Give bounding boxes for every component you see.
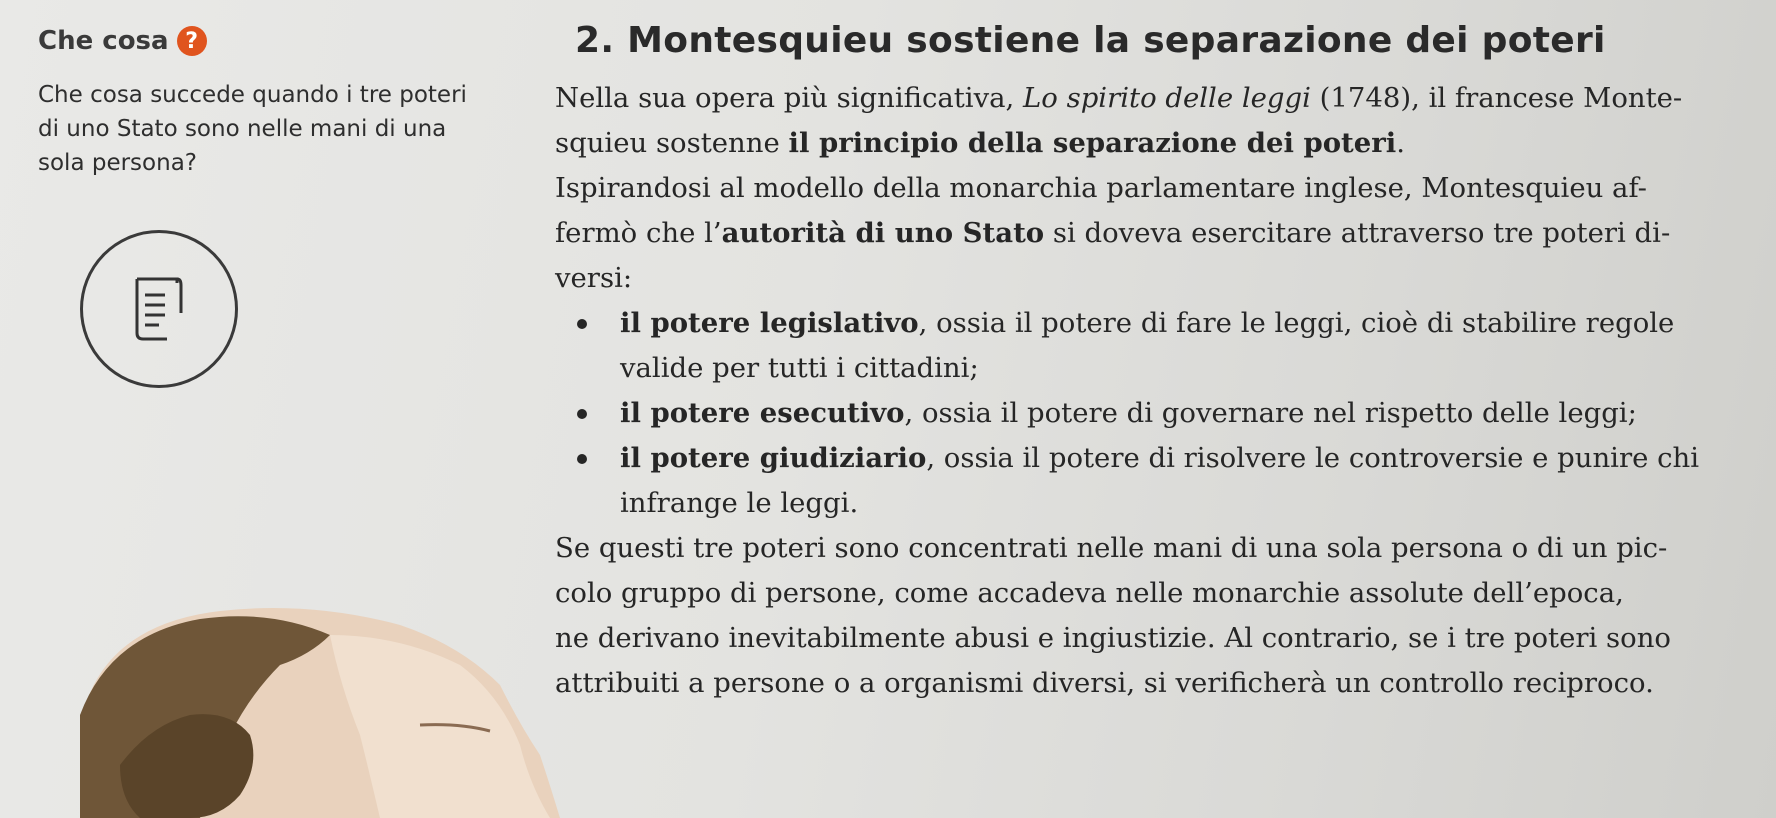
text-line: ne derivano inevitabilmente abusi e ingiustizie. Al contrario, se i tre poteri sono bbox=[555, 622, 1671, 654]
section-heading: 2. Montesquieu sostiene la separazione dei poteri bbox=[575, 20, 1606, 61]
text-run: (1748), il francese Monte- bbox=[1310, 82, 1683, 114]
sidebar bbox=[38, 18, 498, 180]
text-run: squieu sostenne bbox=[555, 127, 789, 159]
key-term: autorità di uno Stato bbox=[721, 217, 1045, 249]
text-run: , ossia il potere di fare le leggi, cioè di stabilire regole bbox=[918, 307, 1675, 339]
bullet-item-legislative bbox=[555, 301, 1760, 346]
bullet-icon bbox=[577, 454, 587, 464]
text-line: attribuiti a persone o a organismi diversi, si verificherà un controllo reciproco. bbox=[555, 667, 1654, 699]
section-body bbox=[555, 76, 1760, 706]
key-term: il potere esecutivo bbox=[620, 397, 905, 429]
document-icon bbox=[80, 230, 238, 388]
bullet-continuation: infrange le leggi. bbox=[620, 487, 859, 519]
sidebar-question: Che cosa succede quando i tre poteri di uno Stato sono nelle mani di una sola persona? bbox=[38, 82, 467, 176]
text-line bbox=[555, 76, 1760, 121]
text-line bbox=[555, 121, 1760, 166]
text-line: colo gruppo di persone, come accadeva nelle monarchie assolute dell’epoca, bbox=[555, 577, 1624, 609]
text-line bbox=[555, 211, 1760, 256]
montesquieu-portrait bbox=[80, 605, 580, 818]
key-term: il principio della separazione dei poteri bbox=[788, 127, 1397, 159]
text-run: , ossia il potere di risolvere le controversie e punire chi bbox=[926, 442, 1700, 474]
text-line: Ispirandosi al modello della monarchia parlamentare inglese, Montesquieu af- bbox=[555, 172, 1647, 204]
text-run: . bbox=[1396, 127, 1405, 159]
main-section bbox=[555, 18, 1760, 706]
bullet-item-judicial bbox=[555, 436, 1760, 481]
bullet-icon bbox=[577, 319, 587, 329]
document-icon-glyph bbox=[127, 273, 187, 345]
key-term: il potere legislativo bbox=[620, 307, 919, 339]
text-run: , ossia il potere di governare nel rispetto delle leggi; bbox=[904, 397, 1637, 429]
bullet-icon bbox=[577, 409, 587, 419]
book-title: Lo spirito delle leggi bbox=[1023, 82, 1311, 114]
question-badge: ? bbox=[177, 26, 207, 56]
bullet-continuation: valide per tutti i cittadini; bbox=[620, 352, 979, 384]
bullet-item-executive bbox=[555, 391, 1760, 436]
sidebar-title-row bbox=[38, 18, 498, 64]
text-run: fermò che l’ bbox=[555, 217, 722, 249]
key-term: il potere giudiziario bbox=[620, 442, 927, 474]
text-line: Se questi tre poteri sono concentrati nelle mani di una sola persona o di un pic- bbox=[555, 532, 1668, 564]
text-run: Nella sua opera più significativa, bbox=[555, 82, 1024, 114]
text-run: si doveva esercitare attraverso tre poteri di- bbox=[1044, 217, 1671, 249]
sidebar-title: Che cosa bbox=[38, 26, 169, 56]
text-line: versi: bbox=[555, 262, 633, 294]
